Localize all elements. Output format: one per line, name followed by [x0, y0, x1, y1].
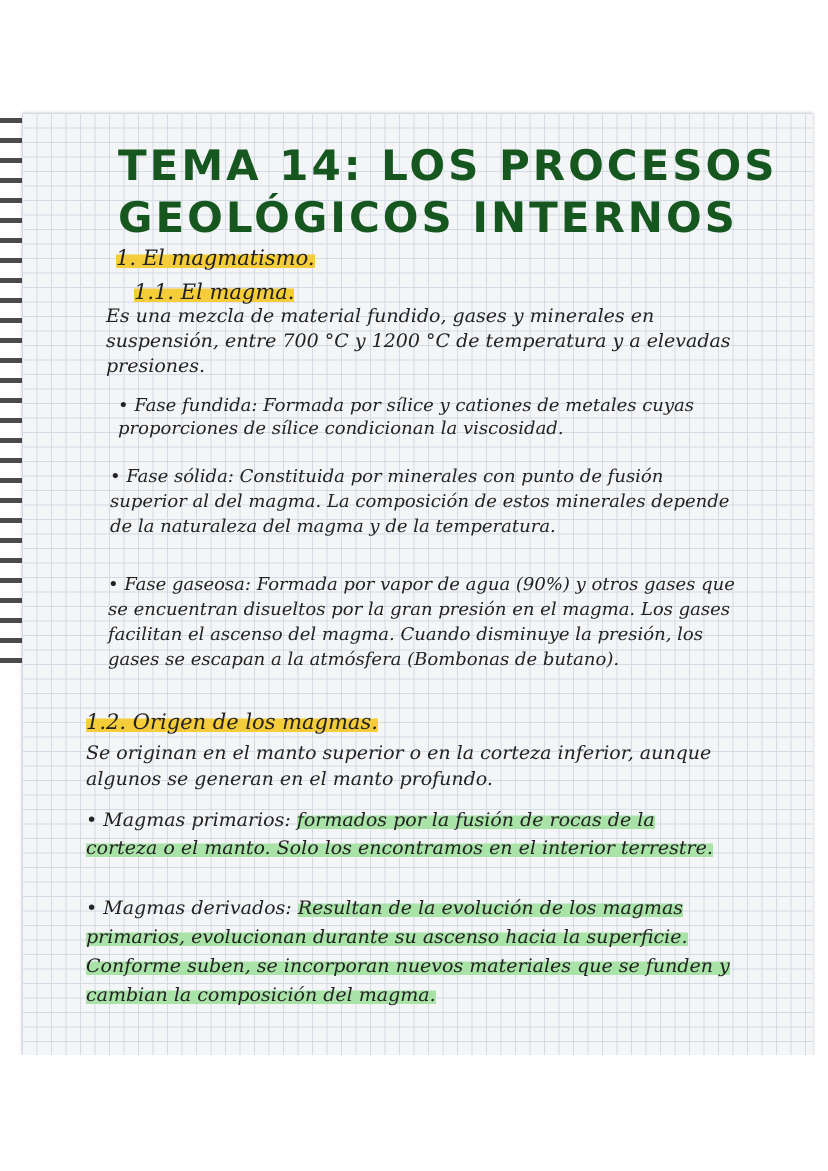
bullet: •: [86, 897, 104, 919]
magmas-derivados-text: Resultan de la evolución de los magmas primarios, evolucionan durante su ascenso hacia la superficie. Conforme suben, se incorporan nuevos materiales que se funden y cambian la composición del magma.: [86, 897, 730, 1006]
fase-solida-label: Fase sólida:: [126, 466, 234, 487]
page-background-bottom: [0, 1055, 828, 1171]
bullet: •: [110, 466, 127, 487]
magmas-primarios-label: Magmas primarios:: [103, 809, 291, 831]
origen-intro: Se originan en el manto superior o en la corteza inferior, aunque algunos se generan en el manto profundo.: [86, 742, 712, 790]
section-1-heading: 1. El magmatismo.: [116, 246, 315, 270]
bullet: •: [118, 395, 135, 416]
fase-solida-text: Constituida por minerales con punto de fusión superior al del magma. La composición de estos minerales depende de la naturaleza del magma y de la temperatura.: [110, 466, 730, 537]
bullet: •: [108, 574, 125, 595]
fase-fundida-item: [118, 394, 728, 440]
magmas-primarios-text: formados por la fusión de rocas de la corteza o el manto. Solo los encontramos en el interior terrestre.: [86, 809, 713, 859]
page-title: TEMA 14: LOS PROCESOS GEOLÓGICOS INTERNOS: [118, 141, 778, 242]
fase-gaseosa-label: Fase gaseosa:: [124, 574, 251, 595]
fase-fundida-label: Fase fundida:: [134, 395, 258, 416]
magmas-primarios-item: [86, 806, 726, 862]
fase-fundida-text: Formada por sílice y cationes de metales cuyas proporciones de sílice condicionan la viscosidad.: [118, 395, 695, 439]
magmas-derivados-item: [86, 894, 736, 1010]
notebook-spiral: [0, 118, 22, 678]
fase-solida-item: [110, 464, 730, 539]
magmas-derivados-label: Magmas derivados:: [103, 897, 292, 919]
fase-gaseosa-text: Formada por vapor de agua (90%) y otros gases que se encuentran disueltos por la gran presión en el magma. Los gases facilitan el ascenso del magma. Cuando disminuye la presión, los gases se escapan a la atmósfera (Bombonas de butano).: [108, 574, 735, 670]
section-1-1-heading: 1.1. El magma.: [134, 280, 295, 304]
bullet: •: [86, 809, 104, 831]
fase-gaseosa-item: [108, 572, 738, 672]
magma-definition: Es una mezcla de material fundido, gases y minerales en suspensión, entre 700 °C y 1200 °C de temperatura y a elevadas presiones.: [106, 305, 731, 377]
section-1-2-heading: 1.2. Origen de los magmas.: [86, 710, 378, 734]
